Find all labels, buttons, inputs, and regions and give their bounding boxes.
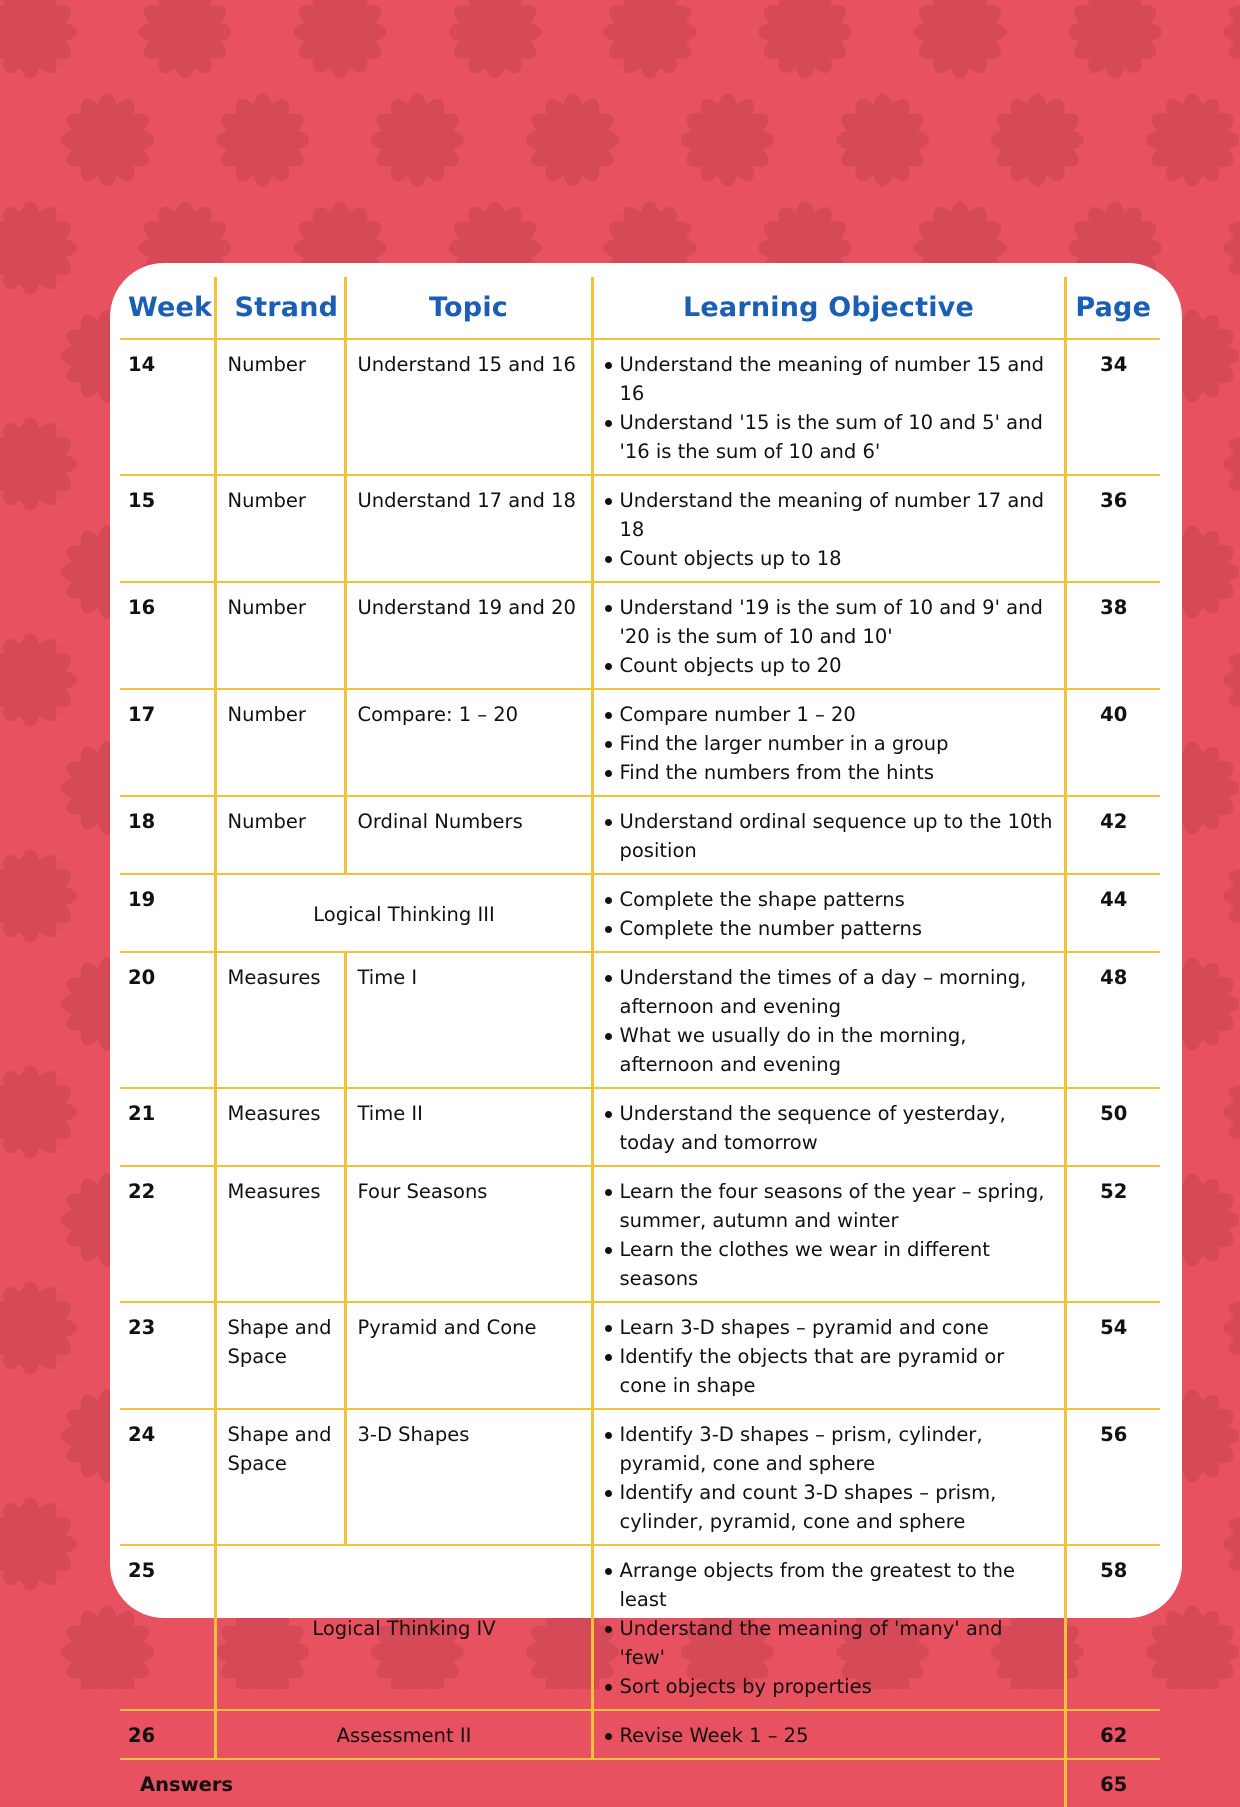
strand-cell: Measures <box>215 952 345 1088</box>
topic-cell: Time II <box>345 1088 592 1166</box>
flower-shape <box>0 1065 77 1158</box>
week-number: 22 <box>120 1166 215 1302</box>
objective-item: Complete the shape patterns <box>605 885 1054 914</box>
table-row <box>120 1302 1160 1409</box>
table-row <box>120 1088 1160 1166</box>
strand-cell: Number <box>215 339 345 475</box>
objective-item: Understand the sequence of yesterday, today and tomorrow <box>605 1099 1054 1157</box>
flower-shape <box>448 0 541 79</box>
flower-shape <box>1146 93 1239 186</box>
flower-shape <box>1223 633 1240 726</box>
objectives-cell <box>592 874 1065 952</box>
flower-shape <box>0 0 77 79</box>
page-number: 42 <box>1065 796 1160 874</box>
flower-shape <box>681 93 774 186</box>
flower-shape <box>61 93 154 186</box>
header-strand: Strand <box>215 277 345 339</box>
week-number: 25 <box>120 1545 215 1710</box>
objective-item: Find the numbers from the hints <box>605 758 1054 787</box>
week-number: 26 <box>120 1710 215 1759</box>
flower-shape <box>1068 0 1161 79</box>
topic-cell: 3-D Shapes <box>345 1409 592 1545</box>
objective-item: Identify the objects that are pyramid or cone in shape <box>605 1342 1054 1400</box>
topic-cell: Understand 19 and 20 <box>345 582 592 689</box>
table-row <box>120 339 1160 475</box>
topic-cell: Pyramid and Cone <box>345 1302 592 1409</box>
objective-item: Learn the four seasons of the year – spring, summer, autumn and winter <box>605 1177 1054 1235</box>
strand-cell: Measures <box>215 1088 345 1166</box>
objective-item: Understand the meaning of number 17 and 18 <box>605 486 1054 544</box>
objectives-cell <box>592 1302 1065 1409</box>
week-number: 18 <box>120 796 215 874</box>
objective-item: Identify and count 3-D shapes – prism, cylinder, pyramid, cone and sphere <box>605 1478 1054 1536</box>
objective-item: Find the larger number in a group <box>605 729 1054 758</box>
table-row <box>120 796 1160 874</box>
topic-cell: Time I <box>345 952 592 1088</box>
week-number: 20 <box>120 952 215 1088</box>
table-row <box>120 582 1160 689</box>
flower-shape <box>0 417 77 510</box>
objective-item: Arrange objects from the greatest to the least <box>605 1556 1054 1614</box>
table-row <box>120 1409 1160 1545</box>
flower-shape <box>1223 417 1240 510</box>
page-number: 62 <box>1065 1710 1160 1759</box>
objectives-cell <box>592 1088 1065 1166</box>
flower-shape <box>0 1281 77 1374</box>
objectives-cell <box>592 689 1065 796</box>
week-number: 14 <box>120 339 215 475</box>
flower-shape <box>0 849 77 942</box>
answers-page: 65 <box>1065 1759 1160 1807</box>
objective-item: Sort objects by properties <box>605 1672 1054 1701</box>
strand-cell: Number <box>215 796 345 874</box>
week-number: 15 <box>120 475 215 582</box>
objectives-cell <box>592 1710 1065 1759</box>
strand-cell: Shape and Space <box>215 1409 345 1545</box>
flower-shape <box>758 0 851 79</box>
strand-cell: Measures <box>215 1166 345 1302</box>
objective-item: Understand the meaning of number 15 and 16 <box>605 350 1054 408</box>
strand-cell: Number <box>215 582 345 689</box>
flower-shape <box>0 633 77 726</box>
table-row <box>120 1545 1160 1710</box>
objective-item: Count objects up to 20 <box>605 651 1054 680</box>
table-row <box>120 475 1160 582</box>
objective-item: Understand the meaning of 'many' and 'few' <box>605 1614 1054 1672</box>
flower-shape <box>1223 0 1240 79</box>
page-number: 48 <box>1065 952 1160 1088</box>
flower-shape <box>138 0 231 79</box>
flower-shape <box>991 93 1084 186</box>
flower-shape <box>1223 1497 1240 1590</box>
flower-shape <box>1223 1281 1240 1374</box>
strand-cell: Shape and Space <box>215 1302 345 1409</box>
page-number: 52 <box>1065 1166 1160 1302</box>
objectives-cell <box>592 339 1065 475</box>
flower-shape <box>603 0 696 79</box>
page-number: 44 <box>1065 874 1160 952</box>
flower-shape <box>913 0 1006 79</box>
objective-item: Understand '15 is the sum of 10 and 5' and '16 is the sum of 10 and 6' <box>605 408 1054 466</box>
page-number: 58 <box>1065 1545 1160 1710</box>
flower-shape <box>1223 1065 1240 1158</box>
page-number: 40 <box>1065 689 1160 796</box>
flower-shape <box>0 201 77 294</box>
table-row <box>120 689 1160 796</box>
table-row <box>120 1166 1160 1302</box>
strand-cell: Number <box>215 475 345 582</box>
objectives-cell <box>592 796 1065 874</box>
objective-item: Count objects up to 18 <box>605 544 1054 573</box>
objectives-cell <box>592 475 1065 582</box>
table-row <box>120 874 1160 952</box>
week-number: 21 <box>120 1088 215 1166</box>
objectives-cell <box>592 952 1065 1088</box>
page-number: 34 <box>1065 339 1160 475</box>
merged-topic: Logical Thinking IV <box>215 1545 592 1710</box>
objective-item: Understand the times of a day – morning, afternoon and evening <box>605 963 1054 1021</box>
topic-cell: Ordinal Numbers <box>345 796 592 874</box>
flower-shape <box>0 1497 77 1590</box>
contents-table <box>120 277 1160 1807</box>
merged-topic: Assessment II <box>215 1710 592 1759</box>
flower-shape <box>371 93 464 186</box>
objective-item: Complete the number patterns <box>605 914 1054 943</box>
objectives-cell <box>592 582 1065 689</box>
flower-shape <box>293 0 386 79</box>
flower-shape <box>526 93 619 186</box>
topic-cell: Understand 15 and 16 <box>345 339 592 475</box>
page-number: 50 <box>1065 1088 1160 1166</box>
objective-item: Learn 3-D shapes – pyramid and cone <box>605 1313 1054 1342</box>
objective-item: Learn the clothes we wear in different seasons <box>605 1235 1054 1293</box>
week-number: 23 <box>120 1302 215 1409</box>
flower-shape <box>216 93 309 186</box>
topic-cell: Compare: 1 – 20 <box>345 689 592 796</box>
week-number: 17 <box>120 689 215 796</box>
flower-shape <box>836 93 929 186</box>
objectives-cell <box>592 1166 1065 1302</box>
page-number: 54 <box>1065 1302 1160 1409</box>
answers-row <box>120 1759 1160 1807</box>
page-number: 56 <box>1065 1409 1160 1545</box>
table-row <box>120 1710 1160 1759</box>
merged-topic: Logical Thinking III <box>215 874 592 952</box>
topic-cell: Four Seasons <box>345 1166 592 1302</box>
objectives-cell <box>592 1545 1065 1710</box>
page-number: 36 <box>1065 475 1160 582</box>
flower-shape <box>1223 849 1240 942</box>
page-number: 38 <box>1065 582 1160 689</box>
header-topic: Topic <box>345 277 592 339</box>
objective-item: Compare number 1 – 20 <box>605 700 1054 729</box>
objectives-cell <box>592 1409 1065 1545</box>
week-number: 24 <box>120 1409 215 1545</box>
week-number: 16 <box>120 582 215 689</box>
header-page: Page <box>1065 277 1160 339</box>
header-learning-objective: Learning Objective <box>592 277 1065 339</box>
header-week: Week <box>128 292 213 323</box>
objective-item: Revise Week 1 – 25 <box>605 1721 1054 1750</box>
topic-cell: Understand 17 and 18 <box>345 475 592 582</box>
answers-label: Answers <box>120 1759 1065 1807</box>
flower-shape <box>1223 201 1240 294</box>
objective-item: What we usually do in the morning, afternoon and evening <box>605 1021 1054 1079</box>
strand-cell: Number <box>215 689 345 796</box>
objective-item: Understand ordinal sequence up to the 10th position <box>605 807 1054 865</box>
objective-item: Identify 3-D shapes – prism, cylinder, pyramid, cone and sphere <box>605 1420 1054 1478</box>
table-row <box>120 952 1160 1088</box>
objective-item: Understand '19 is the sum of 10 and 9' and '20 is the sum of 10 and 10' <box>605 593 1054 651</box>
table-header-row <box>120 277 1160 339</box>
week-number: 19 <box>120 874 215 952</box>
